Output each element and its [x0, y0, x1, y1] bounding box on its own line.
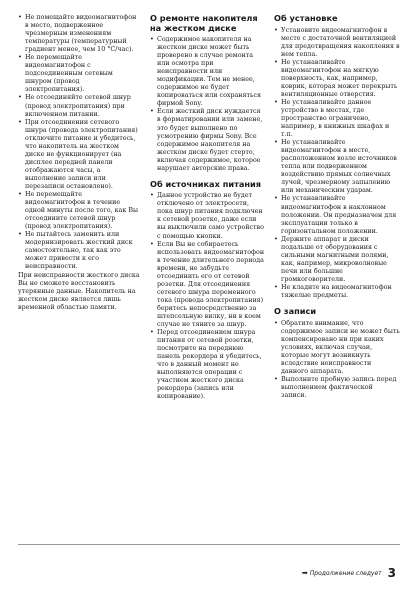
section-heading-recording: О записи: [274, 306, 317, 317]
list-item: • Не кладите на видеомагнитофон тяжелые предметы.: [274, 284, 400, 300]
section-heading-power-sources: Об источниках питания: [150, 178, 262, 189]
list-item: • Не устанавливайте видеомагнитофон на мягкую поверхность, как, например, коврик, которая может перекрыть вентиляционные отверстия.: [274, 59, 400, 99]
list-item: • Держите аппарат и диски подальше от оборудования с сильными магнитными полями, как, например, микроволновые печи или большие громкоговорители.: [274, 236, 400, 284]
column-right: [274, 14, 400, 400]
list-item: • Содержимое накопителя на жестком диске может быть проверено в случае ремонта или осмотра при неисправности или модификации. Тем не менее, содержимое не будет копироваться или сохраняться фирмой Sony.: [150, 36, 266, 108]
list-item: • Не помещайте видеомагнитофон в место, подверженное чрезмерным изменениям температуры (температурный градиент менее, чем 10 °C/час).: [18, 14, 140, 54]
list-item: • Установите видеомагнитофон в месте с достаточной вентиляцией для предотвращения накопления в нем тепла.: [274, 27, 400, 59]
arrow-right-icon: ➡: [301, 569, 308, 577]
page-footer: [302, 566, 396, 580]
section-heading-hdd-repair: О ремонте накопителя на жестком диске: [150, 13, 258, 33]
list-item: • Не устанавливайте данное устройство в местах, где пространство ограничено, например, в книжных шкафах и т.п.: [274, 99, 400, 139]
list-item: • Если жесткий диск нуждается в форматировании или замене, это будет выполнено по усмотрению фирмы Sony. Все содержимое накопителя на жестком диске будет стерто, включая содержимое, которое нарушает авторские права.: [150, 108, 266, 172]
list-item: • Не перемещайте видеомагнитофон в течение одной минуты после того, как Вы отсоедините сетевой шнур (провод электропитания).: [18, 191, 140, 231]
list-item: • При отсоединении сетевого шнура (провода электропитания) отключите питание и убедитесь, что накопитель на жестком диске не функционирует (на дисплее передней панели отображаются часы, а выполнение записи или перезаписи остановлено).: [18, 119, 140, 191]
continued-label: Продолжение следует: [309, 569, 382, 577]
list-item: • Выполните пробную запись перед выполнением фактической записи.: [274, 376, 400, 400]
list-item: • Не пытайтесь заменить или модернизировать жесткий диск самостоятельно, так как это может привести к его неисправности.: [18, 231, 140, 271]
bullet-list-power-sources: [150, 192, 266, 401]
list-item: • Данное устройство не будет отключено от электросети, пока шнур питания подключен к сетевой розетке, даже если вы выключили само устройство с помощью кнопки.: [150, 192, 266, 240]
list-item: • Обратите внимание, что содержимое записи не может быть компенсировано ни при каких условиях, включая случаи, которые могут возникнуть вследствие неисправности данного аппарата.: [274, 320, 400, 376]
bullet-list-hdd-precautions: [18, 14, 140, 272]
bullet-list-hdd-repair: [150, 36, 266, 173]
hdd-warning-paragraph: При неисправности жесткого диска Вы не сможете восстановить утерянные данные. Накопитель на жестком диске является лишь временной областью памяти.: [18, 271, 140, 311]
bullet-list-installation: [274, 27, 400, 301]
footer-divider: [18, 544, 400, 545]
list-item: • Не перемещайте видеомагнитофон с подсоединенным сетевым шнуром (провод электропитания).: [18, 54, 140, 94]
column-left: [18, 14, 140, 312]
section-heading-installation: Об установке: [274, 13, 338, 23]
list-item: • Если Вы не собираетесь использовать видеомагнитофон в течение длительного периода времени, не забудьте отсоединить его от сетевой розетки. Для отсоединения сетевого шнура переменного тока (провода электропитания) беритесь непосредственно за штепсельную вилку, ни в коем случае не тяните за шнур.: [150, 241, 266, 330]
bullet-list-recording: [274, 320, 400, 400]
list-item: • Перед отсоединением шнура питания от сетевой розетки, посмотрите на переднюю панель рекордера и убедитесь, что в данный момент не выполняются операции с участием жесткого диска рекордера (запись или копирование).: [150, 329, 266, 401]
list-item: • Не отсоединяйте сетевой шнур (провод электропитания) при включенном питании.: [18, 94, 140, 118]
column-middle: [150, 14, 266, 402]
page-number: 3: [387, 566, 396, 580]
list-item: • Не устанавливайте видеомагнитофон в месте, расположенном возле источников тепла или подверженном воздействию прямых солнечных лучей, чрезмерному запылению или механическим ударам.: [274, 139, 400, 195]
list-item: • Не устанавливайте видеомагнитофон в наклонном положении. Он предназначен для эксплуатации только в горизонтальном положении.: [274, 195, 400, 235]
